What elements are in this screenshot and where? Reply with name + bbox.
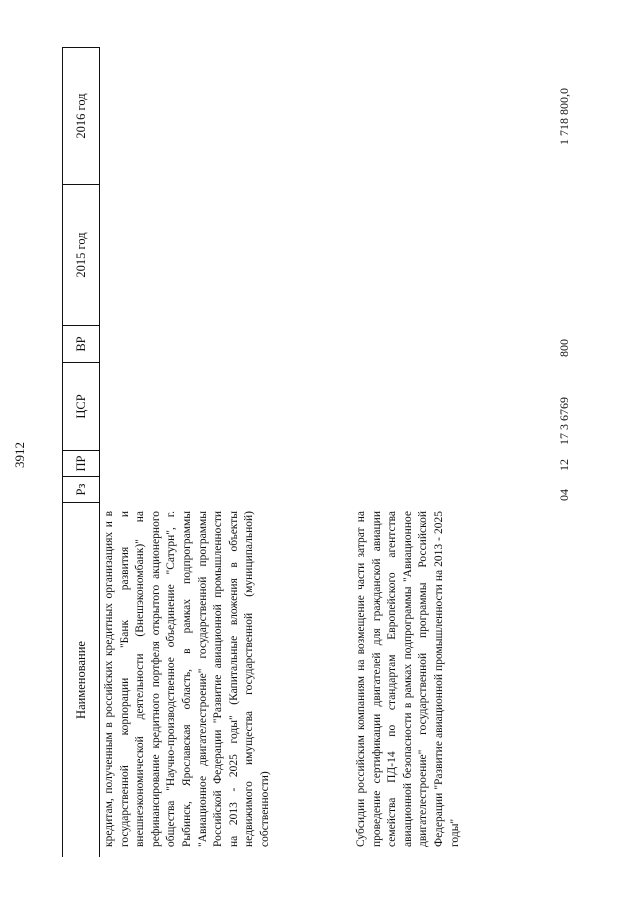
budget-table bbox=[62, 47, 640, 857]
header-name: Наименование bbox=[74, 641, 88, 719]
row-name: Субсидии российским компаниям на возмещение части затрат на проведение сертификации двигателей для гражданской авиации семейства ПД-14 по стандартам Европейского агентства авиационной безопасности в рамках подпрограммы "Авиационное двигателестроение" государственной программы Российской Федерации "Развитие авиационной промышленности на 2013 - 2025 годы" bbox=[355, 511, 461, 847]
row-csr: 17 3 6769 bbox=[557, 397, 571, 445]
row-name: кредитам, полученным в российских кредитных организациях и в государственной корпорации "Банк развития и внешнеэкономической деятельности (Внешэкономбанк)" на рефинансирование кредитного портфеля открытого акционерного общества "Научно-производственное объединение "Сатурн", г. Рыбинск, Ярославская область, в рамках подпрограммы "Авиационное двигателестроение" государственной программы Российской Федерации "Развитие авиационной промышленности на 2013 - 2025 годы" (Капитальные вложения в объекты недвижимого имущества государственной (муниципальной) собственности) bbox=[103, 511, 271, 847]
header-vr: ВР bbox=[63, 326, 99, 363]
header-2015: 2015 год bbox=[63, 185, 99, 326]
page-number: 3912 bbox=[12, 442, 27, 468]
row-rz: 04 bbox=[557, 489, 571, 501]
header-rz: Рз bbox=[63, 477, 99, 503]
header-csr: ЦСР bbox=[63, 363, 99, 451]
table-row bbox=[98, 47, 346, 857]
header-pr: ПР bbox=[63, 451, 99, 477]
table-row bbox=[354, 47, 604, 857]
row-pr: 12 bbox=[557, 459, 571, 471]
row-vr: 800 bbox=[557, 339, 571, 357]
table-header bbox=[62, 47, 100, 857]
row-2016: 1 718 800,0 bbox=[557, 88, 571, 145]
header-2016: 2016 год bbox=[63, 47, 99, 185]
